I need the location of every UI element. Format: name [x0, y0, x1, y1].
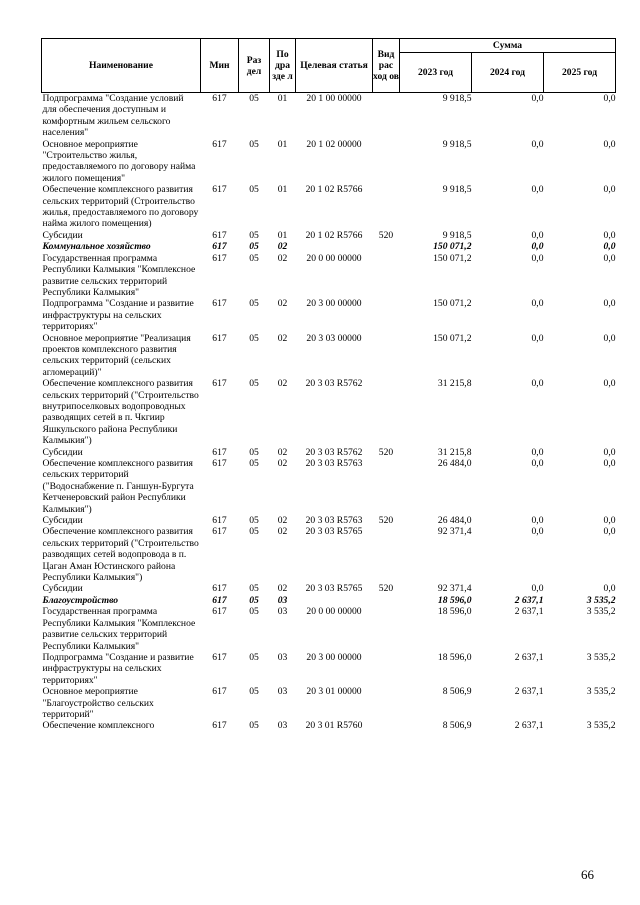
cell-y2024: 0,0 [531, 184, 544, 196]
cell-podrazdel: 02 [277, 332, 288, 344]
cell-name: Подпрограмма "Создание и развитие инфраструктуры на сельских территориях" [42, 298, 194, 333]
cell-name: Государственная программа Республики Калмыкия "Комплексное развитие сельских территорий Республики Калмыкия" [42, 606, 196, 652]
cell-name: Коммунальное хозяйство [42, 241, 151, 253]
cell-name: Субсидии [42, 515, 83, 527]
cell-vid: 520 [378, 515, 394, 527]
cell-min: 617 [212, 651, 227, 663]
cell-vid [373, 298, 400, 332]
table-row [42, 686, 616, 720]
cell-razdel: 05 [249, 515, 259, 527]
cell-target: 20 3 00 00000 [306, 298, 362, 310]
cell-podrazdel: 03 [277, 686, 288, 698]
cell-y2023: 9 918,5 [442, 138, 472, 150]
cell-y2025: 0,0 [603, 252, 616, 264]
header-2025: 2025 год [544, 53, 616, 93]
cell-y2023: 150 071,2 [433, 298, 472, 310]
cell-target: 20 0 00 00000 [306, 252, 362, 264]
cell-razdel: 05 [249, 184, 259, 196]
table-row [42, 458, 616, 515]
cell-target: 20 3 03 00000 [306, 332, 362, 344]
cell-y2024: 2 637,1 [514, 606, 544, 618]
cell-razdel: 05 [249, 720, 259, 732]
cell-y2025: 0,0 [603, 332, 616, 344]
cell-target: 20 3 03 R5763 [305, 515, 363, 527]
cell-target: 20 3 01 R5760 [305, 720, 363, 732]
cell-razdel: 05 [249, 583, 259, 595]
cell-target: 20 3 03 R5765 [305, 583, 363, 595]
table-row [42, 447, 616, 458]
cell-razdel: 05 [249, 252, 259, 264]
cell-vid: 520 [378, 229, 394, 241]
cell-y2023: 9 918,5 [442, 184, 472, 196]
cell-razdel: 05 [249, 229, 259, 241]
cell-y2025: 0,0 [603, 184, 616, 196]
header-2024: 2024 год [472, 53, 544, 93]
cell-min: 617 [212, 606, 227, 618]
cell-y2024: 2 637,1 [514, 720, 544, 732]
cell-min: 617 [212, 378, 227, 390]
cell-y2025: 0,0 [603, 583, 616, 595]
cell-name: Субсидии [42, 229, 83, 241]
cell-y2023: 9 918,5 [442, 93, 472, 104]
cell-min: 617 [212, 241, 227, 253]
cell-podrazdel: 02 [277, 526, 288, 538]
cell-y2023: 92 371,4 [437, 526, 472, 538]
cell-y2024: 0,0 [531, 241, 544, 253]
cell-podrazdel: 03 [277, 651, 288, 663]
header-podrazdel: По дра зде л [270, 39, 296, 93]
cell-podrazdel: 02 [277, 252, 288, 264]
cell-razdel: 05 [249, 298, 259, 310]
cell-y2023: 9 918,5 [442, 229, 472, 241]
header-2023: 2023 год [400, 53, 472, 93]
cell-name: Основное мероприятие "Строительство жилья, предоставляемого по договору найма жилого помещения" [42, 138, 196, 184]
cell-podrazdel: 02 [277, 583, 288, 595]
cell-razdel: 05 [249, 332, 259, 344]
cell-vid [373, 139, 400, 185]
cell-podrazdel: 02 [277, 298, 288, 310]
cell-podrazdel: 01 [277, 184, 288, 196]
table-row [42, 241, 616, 252]
cell-podrazdel: 02 [277, 446, 288, 458]
table-row [42, 515, 616, 526]
table-header [42, 39, 616, 93]
cell-target: 20 3 03 R5763 [305, 458, 363, 469]
cell-y2024: 0,0 [531, 298, 544, 310]
cell-y2025: 3 535,2 [586, 686, 616, 698]
cell-vid [373, 458, 400, 515]
cell-name: Обеспечение комплексного развития сельских территорий ("Водоснабжение п. Ганшун-Бургута Кетченеровский район Республики Калмыкия") [42, 458, 194, 515]
cell-y2024: 0,0 [531, 458, 544, 469]
cell-y2024: 0,0 [531, 332, 544, 344]
cell-min: 617 [212, 229, 227, 241]
cell-y2025: 0,0 [603, 526, 616, 538]
cell-y2024: 2 637,1 [514, 686, 544, 698]
cell-y2023: 8 506,9 [442, 686, 472, 698]
table-row [42, 583, 616, 594]
cell-vid [373, 595, 400, 606]
cell-y2023: 26 484,0 [437, 515, 472, 527]
cell-y2023: 150 071,2 [433, 252, 472, 264]
cell-target: 20 3 00 00000 [306, 651, 362, 663]
cell-y2025: 0,0 [603, 446, 616, 458]
cell-vid [373, 606, 400, 652]
cell-y2025: 0,0 [603, 138, 616, 150]
cell-y2024: 0,0 [531, 93, 544, 104]
cell-target: 20 0 00 00000 [306, 606, 362, 618]
header-min: Мин [201, 39, 239, 93]
cell-podrazdel: 02 [277, 241, 288, 253]
cell-y2025: 0,0 [603, 378, 616, 390]
table-row [42, 253, 616, 299]
cell-name: Субсидии [42, 446, 83, 458]
cell-target: 20 1 00 00000 [306, 93, 362, 104]
cell-target: 20 1 02 00000 [306, 138, 362, 150]
cell-podrazdel: 03 [277, 720, 288, 732]
cell-vid [373, 184, 400, 230]
cell-podrazdel: 01 [277, 229, 288, 241]
header-razdel: Раз дел [239, 39, 270, 93]
cell-vid [373, 93, 400, 139]
cell-min: 617 [212, 526, 227, 538]
cell-min: 617 [212, 93, 227, 104]
page-number: 66 [581, 867, 594, 882]
header-name: Наименование [42, 39, 201, 93]
cell-vid [373, 652, 400, 686]
cell-min: 617 [212, 298, 227, 310]
cell-target: 20 3 03 R5765 [305, 526, 363, 538]
cell-y2025: 3 535,2 [586, 651, 616, 663]
cell-min: 617 [212, 184, 227, 196]
cell-razdel: 05 [249, 594, 259, 606]
cell-vid [373, 526, 400, 583]
cell-razdel: 05 [249, 526, 259, 538]
table-row [42, 184, 616, 230]
cell-y2025: 0,0 [603, 229, 616, 241]
cell-min: 617 [212, 138, 227, 150]
cell-min: 617 [212, 583, 227, 595]
cell-y2024: 0,0 [531, 515, 544, 527]
cell-target: 20 1 02 R5766 [305, 184, 363, 196]
table-row [42, 378, 616, 446]
cell-vid [373, 686, 400, 720]
cell-name: Субсидии [42, 583, 83, 595]
table-row [42, 230, 616, 241]
table-row [42, 333, 616, 379]
table-row [42, 139, 616, 185]
cell-target: 20 3 01 00000 [306, 686, 362, 698]
table-row [42, 606, 616, 652]
cell-razdel: 05 [249, 458, 259, 469]
cell-name: Основное мероприятие "Реализация проектов комплексного развития сельских территорий (сельских агломераций)" [42, 332, 191, 378]
cell-razdel: 05 [249, 241, 259, 253]
cell-target: 20 3 03 R5762 [305, 378, 363, 390]
cell-min: 617 [212, 686, 227, 698]
cell-podrazdel: 02 [277, 458, 288, 469]
cell-min: 617 [212, 252, 227, 264]
table-row [42, 93, 616, 139]
cell-y2024: 0,0 [531, 138, 544, 150]
cell-vid [373, 253, 400, 299]
cell-razdel: 05 [249, 686, 259, 698]
header-summa: Сумма [400, 39, 616, 53]
cell-y2024: 0,0 [531, 229, 544, 241]
cell-y2023: 26 484,0 [437, 458, 472, 469]
cell-razdel: 05 [249, 446, 259, 458]
cell-name: Государственная программа Республики Калмыкия "Комплексное развитие сельских территорий Республики Калмыкия" [42, 252, 196, 298]
cell-min: 617 [212, 515, 227, 527]
cell-name: Благоустройство [42, 594, 119, 606]
cell-podrazdel: 02 [277, 515, 288, 527]
cell-razdel: 05 [249, 378, 259, 390]
table-row [42, 652, 616, 686]
cell-min: 617 [212, 446, 227, 458]
cell-name: Обеспечение комплексного развития сельских территорий ("Строительство внутрипоселковых водопроводных разводящих сетей в п. Чкгиир Яшкульского района Республики Калмыкия") [42, 378, 199, 447]
cell-min: 617 [212, 458, 227, 469]
cell-y2023: 18 596,0 [437, 606, 472, 618]
cell-name: Обеспечение комплексного развития сельских территорий (Строительство жилья, предоставляемого по договору найма жилого помещения) [42, 184, 199, 230]
cell-y2025: 3 535,2 [586, 606, 616, 618]
header-target: Целевая статья [296, 39, 373, 93]
budget-table [41, 38, 616, 732]
cell-name: Обеспечение комплексного развития сельских территорий ("Строительство разводящих сетей водопровода в п. Цаган Аман Юстинского района Республики Калмыкия") [42, 526, 199, 584]
cell-y2025: 3 535,2 [586, 594, 616, 606]
cell-y2025: 0,0 [603, 515, 616, 527]
cell-podrazdel: 01 [277, 138, 288, 150]
cell-name: Подпрограмма "Создание условий для обеспечения доступным и комфортным жильем сельского населения" [42, 93, 184, 139]
cell-y2024: 0,0 [531, 446, 544, 458]
cell-y2023: 150 071,2 [433, 241, 472, 253]
cell-vid: 520 [378, 583, 394, 595]
cell-target [296, 241, 373, 252]
cell-y2023: 92 371,4 [437, 583, 472, 595]
cell-y2023: 18 596,0 [437, 651, 472, 663]
cell-min: 617 [212, 720, 227, 732]
cell-vid [373, 378, 400, 446]
table-row [42, 526, 616, 583]
cell-vid: 520 [378, 446, 394, 458]
cell-target: 20 1 02 R5766 [305, 229, 363, 241]
cell-razdel: 05 [249, 138, 259, 150]
cell-y2024: 2 637,1 [514, 594, 544, 606]
table-body [42, 93, 616, 732]
cell-y2025: 0,0 [603, 93, 616, 104]
cell-y2024: 0,0 [531, 526, 544, 538]
cell-name: Подпрограмма "Создание и развитие инфраструктуры на сельских территориях" [42, 651, 194, 686]
cell-min: 617 [212, 594, 227, 606]
cell-target [296, 595, 373, 606]
cell-y2024: 0,0 [531, 378, 544, 390]
cell-y2023: 8 506,9 [442, 720, 472, 732]
cell-y2023: 18 596,0 [437, 594, 472, 606]
cell-podrazdel: 03 [277, 606, 288, 618]
cell-vid [373, 720, 400, 731]
cell-target: 20 3 03 R5762 [305, 446, 363, 458]
cell-min: 617 [212, 332, 227, 344]
cell-y2024: 2 637,1 [514, 651, 544, 663]
header-vid: Вид рас ход ов [373, 39, 400, 93]
table-row [42, 595, 616, 606]
cell-podrazdel: 01 [277, 93, 288, 104]
cell-vid [373, 241, 400, 252]
cell-razdel: 05 [249, 606, 259, 618]
cell-name: Основное мероприятие "Благоустройство сельских территорий" [42, 686, 154, 720]
cell-name: Обеспечение комплексного [42, 720, 155, 732]
cell-razdel: 05 [249, 651, 259, 663]
table-row [42, 298, 616, 332]
cell-podrazdel: 03 [277, 594, 288, 606]
cell-y2025: 0,0 [603, 241, 616, 253]
cell-podrazdel: 02 [277, 378, 288, 390]
table-row [42, 720, 616, 731]
cell-vid [373, 333, 400, 379]
cell-y2024: 0,0 [531, 583, 544, 595]
cell-y2025: 0,0 [603, 458, 616, 469]
cell-y2025: 0,0 [603, 298, 616, 310]
cell-y2025: 3 535,2 [586, 720, 616, 732]
cell-y2024: 0,0 [531, 252, 544, 264]
cell-y2023: 31 215,8 [437, 446, 472, 458]
cell-y2023: 150 071,2 [433, 332, 472, 344]
cell-y2023: 31 215,8 [437, 378, 472, 390]
cell-razdel: 05 [249, 93, 259, 104]
